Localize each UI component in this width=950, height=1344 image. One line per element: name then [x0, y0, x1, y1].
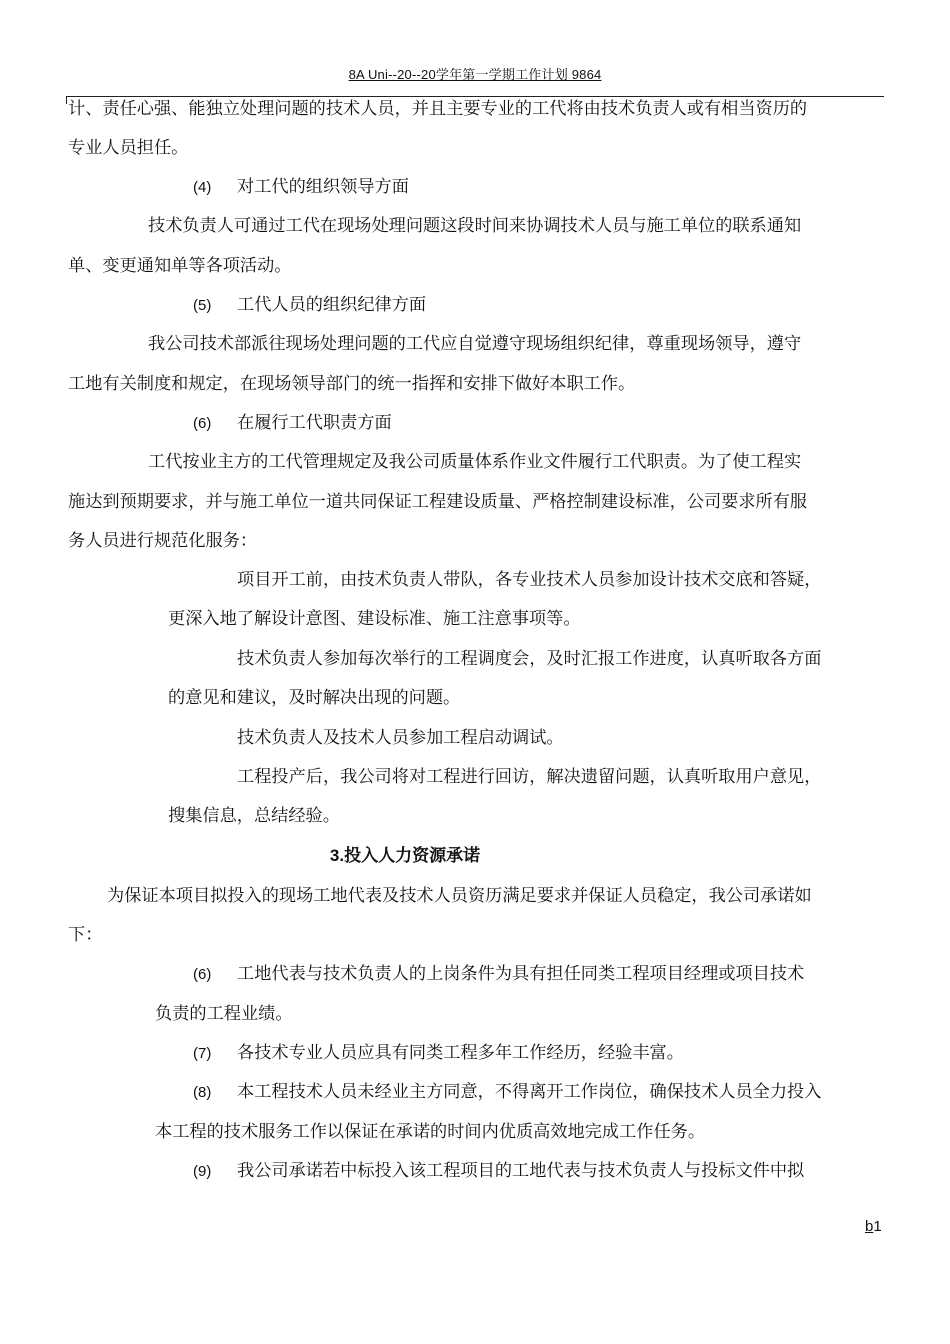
section-title: 投入人力资源承诺 [344, 846, 481, 866]
body-line: 技术负责人及技术人员参加工程启动调试。 [237, 728, 564, 748]
body-line: 施达到预期要求，并与施工单位一道共同保证工程建设质量、严格控制建设标准，公司要求所有服 [68, 492, 808, 512]
numbered-item [193, 293, 426, 318]
item-text: 本工程技术人员未经业主方同意，不得离开工作岗位，确保技术人员全力投入 [237, 1082, 822, 1102]
body-line: 下： [68, 925, 103, 945]
body-line: 工程投产后，我公司将对工程进行回访，解决遗留问题，认真听取用户意见， [237, 767, 822, 787]
numbered-item [193, 962, 804, 987]
item-number: (9) [193, 1163, 212, 1180]
numbered-item [193, 1041, 684, 1066]
item-number: (6) [193, 966, 212, 983]
page-number [865, 1218, 882, 1235]
item-text: 各技术专业人员应具有同类工程多年工作经历，经验丰富。 [237, 1043, 684, 1063]
item-text: 我公司承诺若中标投入该工程项目的工地代表与技术负责人与投标文件中拟 [237, 1161, 805, 1181]
body-line: 专业人员担任。 [68, 138, 189, 158]
body-line: 计、责任心强、能独立处理问题的技术人员，并且主要专业的工代将由技术负责人或有相当资历的 [68, 99, 808, 119]
body-line: 技术负责人可通过工代在现场处理问题这段时间来协调技术人员与施工单位的联系通知 [148, 216, 802, 236]
numbered-item [193, 411, 392, 436]
page-header: 8A Uni--20--20学年第一学期工作计划 9864 [348, 67, 602, 82]
body-line: 技术负责人参加每次举行的工程调度会，及时汇报工作进度，认真听取各方面 [237, 649, 822, 669]
body-line: 我公司技术部派往现场处理问题的工代应自觉遵守现场组织纪律，尊重现场领导，遵守 [148, 334, 802, 354]
body-line: 工代按业主方的工代管理规定及我公司质量体系作业文件履行工代职责。为了使工程实 [148, 452, 802, 472]
body-line: 更深入地了解设计意图、建设标准、施工注意事项等。 [168, 609, 581, 629]
body-line: 务人员进行规范化服务： [68, 531, 258, 551]
item-number: (7) [193, 1045, 212, 1062]
item-text: 工地代表与技术负责人的上岗条件为具有担任同类工程项目经理或项目技术 [237, 964, 805, 984]
body-line: 为保证本项目拟投入的现场工地代表及技术人员资历满足要求并保证人员稳定，我公司承诺如 [107, 886, 812, 906]
item-number: (4) [193, 179, 212, 196]
numbered-item [193, 175, 409, 200]
body-line: 的意见和建议，及时解决出现的问题。 [168, 688, 461, 708]
body-line: 单、变更通知单等各项活动。 [68, 256, 292, 276]
item-number: (6) [193, 415, 212, 432]
body-line: 搜集信息，总结经验。 [168, 806, 340, 826]
page-number-value: 1 [873, 1218, 882, 1235]
header-rule-tick [66, 96, 67, 104]
numbered-item [193, 1080, 821, 1105]
body-line: 工地有关制度和规定，在现场领导部门的统一指挥和安排下做好本职工作。 [68, 374, 636, 394]
item-text: 对工代的组织领导方面 [237, 177, 409, 197]
section-heading [0, 844, 810, 868]
body-line: 本工程的技术服务工作以保证在承诺的时间内优质高效地完成工作任务。 [155, 1122, 706, 1142]
page-number-prefix: b [865, 1218, 874, 1235]
body-line: 项目开工前，由技术负责人带队，各专业技术人员参加设计技术交底和答疑， [237, 570, 822, 590]
body-line: 负责的工程业绩。 [155, 1004, 293, 1024]
item-text: 工代人员的组织纪律方面 [237, 295, 427, 315]
section-number: 3. [329, 846, 345, 865]
numbered-item [193, 1159, 804, 1184]
item-number: (8) [193, 1084, 212, 1101]
item-number: (5) [193, 297, 212, 314]
item-text: 在履行工代职责方面 [237, 413, 392, 433]
